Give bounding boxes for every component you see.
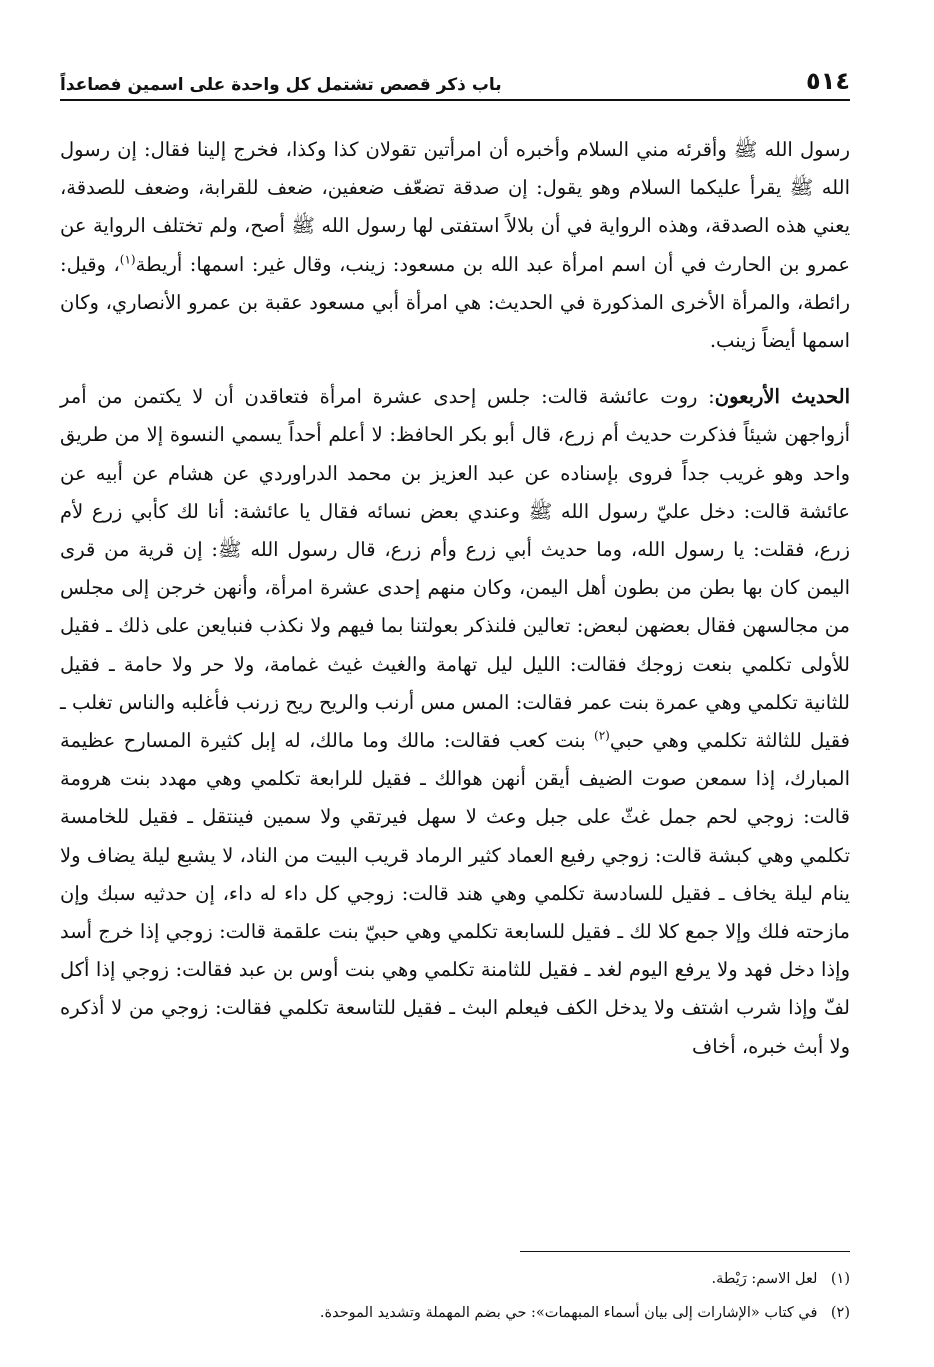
paragraph-text: : روت عائشة قالت: جلس إحدى عشرة امرأة فتعاقدن أن لا يكتمن من أمر أزواجهن شيئاً فذكرت حديث أم زرع، قال أبو بكر الحافظ: لا أعلم أحداً يسمي النسوة إلا من طريق واحد وهو غريب جداً فروى بإسناده عن عبد العزيز بن محمد الدراوردي عن هشام عن أبيه عن عائشة قالت: دخل عليّ رسول الله ﷺ وعندي بعض نسائه فقال يا عائشة: أنا لك كأبي زرع لأم زرع، فقلت: يا رسول الله، وما حديث أبي زرع وأم زرع، قال رسول الله ﷺ: إن قرية من قرى اليمن كان بها بطن من بطون أهل اليمن، وكان منهم إحدى عشرة امرأة، وأنهن خرجن إلى مجلس من مجالسهن فقال بعضهن لبعض: تعالين فلنذكر بعولتنا بما فيهم ولا نكذب فنبايعن على ذلك ـ فقيل للأولى تكلمي بنعت زوجك فقالت: الليل ليل تهامة والغيث غيث غمامة، ولا حر ولا حامة ـ فقيل للثانية تكلمي وهي عمرة بنت عمر فقالت: المس مس أرنب والريح ريح زرنب فأغلبه والناس تغلب ـ فقيل للثالثة تكلمي وهي حبي	[60, 385, 850, 753]
footnote-reference: (١)	[119, 252, 136, 267]
page-number: ٥١٤	[806, 67, 850, 95]
footnotes	[60, 1262, 850, 1330]
paragraph	[60, 131, 850, 360]
footnote	[60, 1296, 850, 1330]
book-page	[60, 55, 850, 1345]
paragraph-text: رسول الله ﷺ وأقرئه مني السلام وأخبره أن امرأتين تقولان كذا وكذا، فخرج إلينا فقال: إن رسول الله ﷺ يقرأ عليكما السلام وهو يقول: إن صدقة تضعّف ضعفين، ضعف للقرابة، وضعف للصدقة، يعني هذه الصدقة، وهذه الرواية في أن بلالاً استفتى لها رسول الله ﷺ أصح، ولم تختلف الرواية عن عمرو بن الحارث في أن اسم امرأة عبد الله بن مسعود: زينب، وقال غير: اسمها: أريطة	[60, 138, 851, 276]
hadith-heading: الحديث الأربعون	[714, 385, 851, 409]
footnote-reference: (٢)	[594, 728, 610, 743]
main-text	[60, 131, 850, 1066]
paragraph-text-continued: ، وقيل: رائطة، والمرأة الأخرى المذكورة في الحديث: هي امرأة أبي مسعود عقبة بن عمرو الأنصاري، وكان اسمها أيضاً زينب.	[60, 252, 850, 353]
footnote-text: لعل الاسم: رَيْطة.	[711, 1271, 818, 1287]
running-title: باب ذكر قصص تشتمل كل واحدة على اسمين فصاعداً	[60, 75, 502, 95]
footnote-divider	[520, 1251, 850, 1252]
footnote-number: (١)	[830, 1271, 850, 1287]
footnote-text: في كتاب «الإشارات إلى بيان أسماء المبهمات»: حي بضم المهملة وتشديد الموحدة.	[319, 1305, 818, 1321]
footnote-number: (٢)	[830, 1305, 850, 1321]
paragraph-text-continued: بنت كعب فقالت: مالك وما مالك، له إبل كثيرة المسارح عظيمة المبارك، إذا سمعن صوت الضيف أيقن أنهن هوالك ـ فقيل للرابعة تكلمي وهي مهدد بنت هرومة قالت: زوجي لحم جمل غثّ على جبل وعث لا سهل فيرتقي ولا سمين فينتقل ـ فقيل للخامسة تكلمي وهي كبشة قالت: زوجي رفيع العماد كثير الرماد قريب البيت من الناد، لا يشبع ليلة يضاف ولا ينام ليلة يخاف ـ فقيل للسادسة تكلمي وهي هند قالت: زوجي كل داء له داء، إن حدثيه سبك وإن مازحته فلك وإلا جمع كلا لك ـ فقيل للسابعة تكلمي وهي حبيّ بنت علقمة قالت: زوجي إذا خرج أسد وإذا دخل فهد ولا يرفع اليوم لغد ـ فقيل للثامنة تكلمي وهي بنت أوس بن عبد فقالت: زوجي إذا أكل لفّ وإذا شرب اشتف ولا يدخل الكف فيعلم البث ـ فقيل للتاسعة تكلمي فقالت: زوجي من لا أذكره ولا أبث خبره، أخاف	[60, 729, 850, 1058]
paragraph	[60, 378, 850, 1066]
footnote	[60, 1262, 850, 1296]
page-header	[60, 55, 850, 101]
